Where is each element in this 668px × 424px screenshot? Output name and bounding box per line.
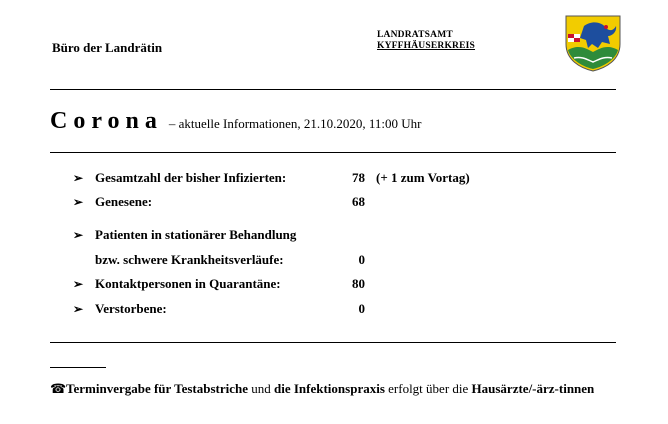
- stat-value: 0: [358, 301, 365, 316]
- coat-of-arms-logo: [562, 14, 624, 72]
- header-divider: [50, 89, 616, 90]
- authority-line1: LANDRATSAMT: [377, 30, 453, 40]
- stat-value: 78: [352, 170, 365, 185]
- title-subtitle: – aktuelle Informationen, 21.10.2020, 11:00 Uhr: [168, 116, 422, 131]
- title-divider: [50, 152, 616, 153]
- stat-label: Patienten in stationärer Behandlung: [95, 227, 297, 242]
- stat-label: bzw. schwere Krankheitsverläufe:: [95, 252, 284, 267]
- office-name: Büro der Landrätin: [52, 40, 163, 55]
- stat-value: 68: [352, 194, 365, 209]
- arrow-bullet-icon: ➢: [73, 171, 84, 185]
- stat-label: Gesamtzahl der bisher Infizierten:: [95, 170, 287, 185]
- footer-infection-practice: die Infektionspraxis: [274, 381, 385, 396]
- title-word: Corona: [50, 108, 163, 134]
- arrow-bullet-icon: ➢: [73, 302, 84, 316]
- authority-name: [377, 30, 475, 52]
- footer-testing-appointments: Terminvergabe für Testabstriche: [66, 381, 248, 396]
- stat-label: Verstorbene:: [95, 301, 167, 316]
- phone-icon: ☎: [50, 381, 67, 396]
- footer-note: [50, 377, 620, 401]
- stat-label: Genesene:: [95, 194, 153, 209]
- footer-and: und: [248, 381, 274, 396]
- arrow-bullet-icon: ➢: [73, 195, 84, 209]
- list-divider: [50, 342, 616, 343]
- arrow-bullet-icon: ➢: [73, 277, 84, 291]
- stat-note: (+ 1 zum Vortag): [376, 170, 470, 185]
- stat-label: Kontaktpersonen in Quarantäne:: [95, 276, 281, 291]
- authority-line2: KYFFHÄUSERKREIS: [377, 41, 476, 51]
- page-title: [50, 108, 422, 135]
- stat-value: 80: [352, 276, 365, 291]
- footnote-divider: [50, 367, 106, 368]
- arrow-bullet-icon: ➢: [73, 228, 84, 242]
- stat-value: 0: [358, 252, 365, 267]
- footer-doctors: Hausärzte/-ärz-tinnen: [471, 381, 595, 396]
- footer-via: erfolgt über die: [384, 381, 472, 396]
